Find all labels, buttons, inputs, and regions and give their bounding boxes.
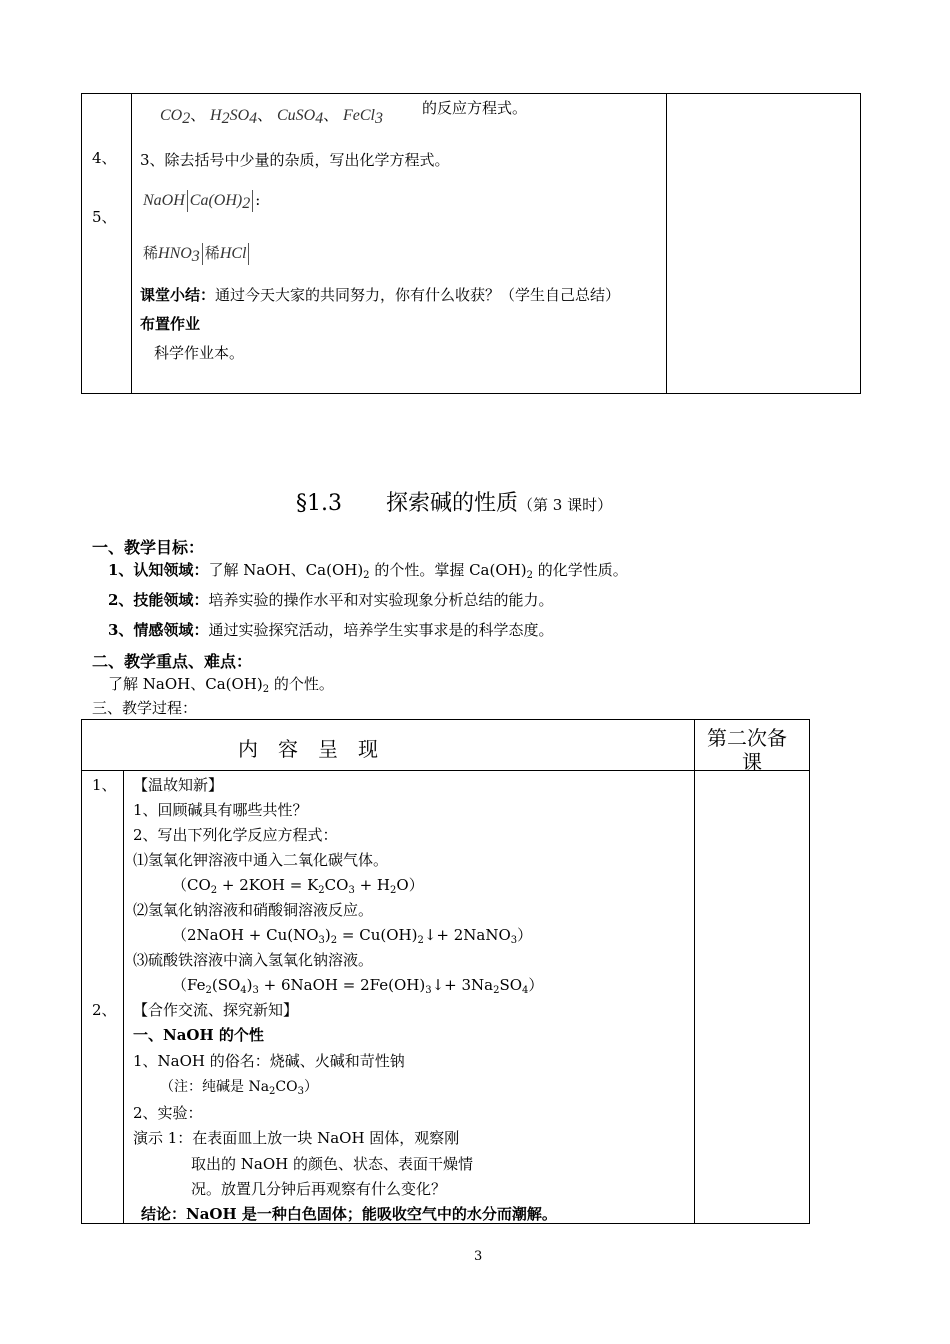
homework-heading: 布置作业: [140, 315, 201, 333]
prep-column-header-line1: 第二次备: [707, 726, 787, 750]
process-table-divider-2: [694, 719, 695, 1224]
page-title: §1.3 探索碱的性质（第 3 课时）: [296, 491, 613, 516]
process-table-header-line: [81, 770, 810, 771]
formula-suffix: 的反应方程式。: [422, 99, 528, 117]
naoh-names: 1、NaOH 的俗名：烧碱、火碱和苛性钠: [133, 1052, 405, 1070]
page-number: 3: [474, 1249, 483, 1264]
class-summary: 课堂小结：通过今天大家的共同努力，你有什么收获？（学生自己总结）: [140, 286, 621, 304]
reaction-prompt-3: ⑶硫酸铁溶液中滴入氢氧化钠溶液。: [133, 951, 374, 969]
reaction-prompt-1: ⑴氢氧化钾溶液中通入二氧化碳气体。: [133, 851, 389, 869]
objective-2: 2、技能领域：培养实验的操作水平和对实验现象分析总结的能力。: [108, 591, 554, 609]
reaction-equation-2: （2NaOH + $Cu(NO_3)_2$ = $Cu(OH)_2↓+$ 2NaNO$_3$）: [172, 926, 533, 946]
objective-3: 3、情感领域：通过实验探究活动，培养学生实事求是的科学态度。: [108, 621, 554, 639]
question-3: 3、除去括号中少量的杂质，写出化学方程式。: [140, 151, 450, 169]
naoh-heading: 一、NaOH 的个性: [133, 1026, 264, 1044]
demo-line-2: 取出的 NaOH 的颜色、状态、表面干燥情: [191, 1155, 473, 1173]
keypoints-text: 了解 NaOH、$Ca(OH)_2$ 的个性。: [108, 675, 334, 695]
demo-line-3: 况。放置几分钟后再观察有什么变化？: [191, 1180, 447, 1198]
review-question-2: 2、写出下列化学反应方程式：: [133, 826, 338, 844]
top-table-divider-2: [666, 93, 667, 394]
process-table-divider-1: [123, 770, 124, 1224]
review-question-1: 1、回顾碱具有哪些共性？: [133, 801, 308, 819]
review-header: 【温故知新】: [133, 776, 224, 794]
row-number: 2、: [92, 1001, 117, 1019]
reaction-prompt-2: ⑵氢氧化钠溶液和硝酸铜溶液反应。: [133, 901, 374, 919]
reaction-equation-3: （$Fe_2(SO_4)_3$ + 6NaOH = $2Fe(OH)_3↓+ 3Na_2SO_4$）: [172, 976, 544, 996]
reaction-equation-1: $(CO_2 + 2KOH = K_2CO_3 + H_2O)$: [172, 876, 424, 896]
demo-line-1: 演示 1：在表面皿上放一块 NaOH 固体，观察刚: [133, 1129, 460, 1147]
equation-2: 稀$HNO_3$ 稀HCl: [143, 242, 251, 266]
naoh-note: （注：纯碱是 $Na_2CO_3$）: [160, 1079, 318, 1097]
top-table-divider-1: [131, 93, 132, 394]
process-heading: 三、教学过程：: [92, 699, 198, 717]
cooperation-header: 【合作交流、探究新知】: [133, 1001, 299, 1019]
conclusion: 结论：NaOH 是一种白色固体；能吸收空气中的水分而潮解。: [141, 1205, 557, 1223]
row-number: 5、: [92, 208, 117, 226]
keypoints-heading: 二、教学重点、难点：: [92, 652, 253, 671]
row-number: 4、: [92, 149, 117, 167]
experiment-heading: 2、实验：: [133, 1104, 203, 1122]
objective-1: 1、认知领域：了解 NaOH、$Ca(OH)_2$ 的个性。掌握 $Ca(OH)_2$ 的化学性质。: [108, 561, 628, 581]
objectives-heading: 一、教学目标：: [92, 538, 205, 557]
formula-list: $CO_2$、 $H_2SO_4$、 CuSO$_4$、 FeCl$_3$: [160, 106, 383, 127]
row-number: 1、: [92, 776, 117, 794]
content-column-header: 内 容 呈 现: [238, 737, 378, 761]
prep-column-header-line2: 课: [742, 750, 762, 774]
homework-text: 科学作业本。: [154, 344, 245, 362]
equation-1: NaOH $Ca(OH)_2$ :: [143, 191, 261, 212]
